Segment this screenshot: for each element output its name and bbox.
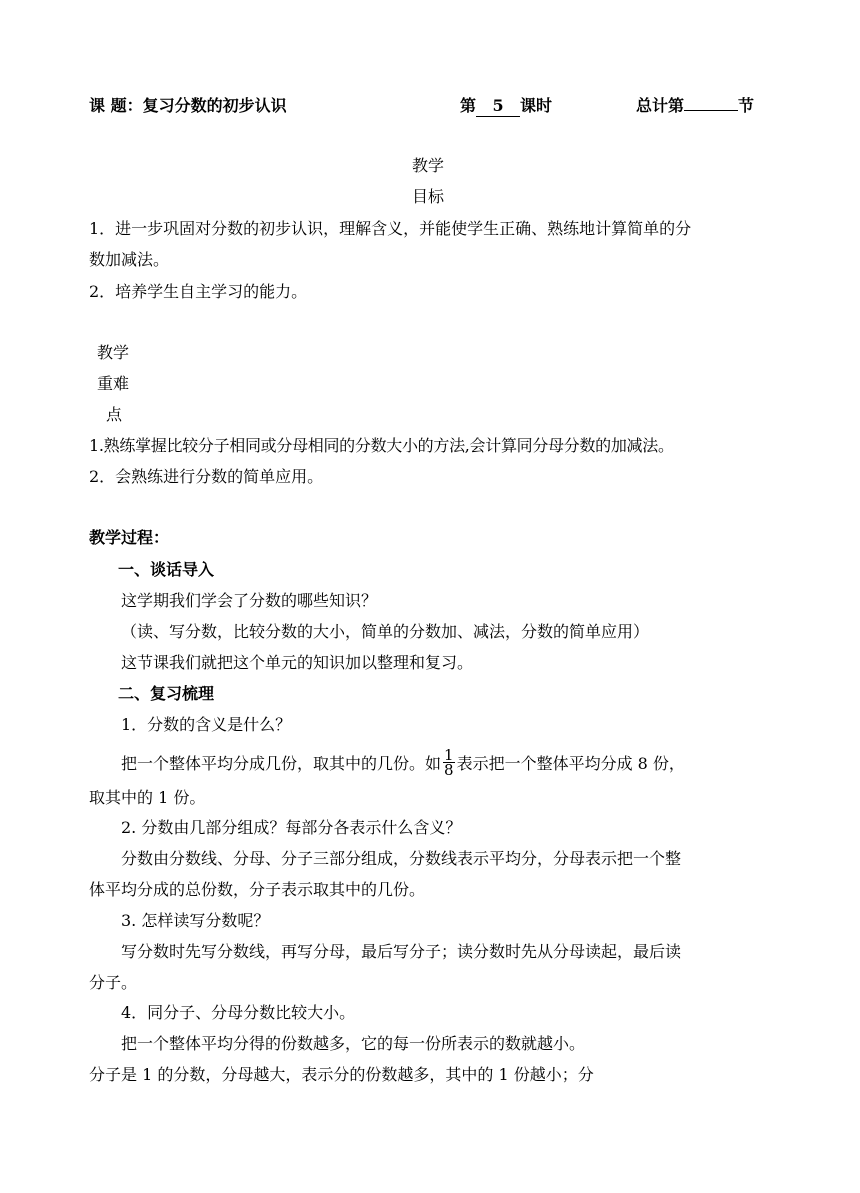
total-number-blank (684, 110, 738, 111)
section-2-title: 二、复习梳理 (118, 684, 215, 703)
objectives-heading-2: 目标 (412, 187, 445, 206)
objective-1-line-2: 数加减法。 (89, 250, 170, 269)
fraction-denominator: 8 (444, 761, 454, 779)
section-1-paragraph-2: （读、写分数，比较分数的大小，简单的分数加、减法，分数的简单应用） (121, 622, 650, 641)
answer-1-before-fraction: 把一个整体平均分成几份，取其中的几份。如 (121, 754, 442, 773)
section-1-paragraph-3: 这节课我们就把这个单元的知识加以整理和复习。 (121, 653, 474, 672)
question-4: 4．同分子、分母分数比较大小。 (121, 1003, 356, 1022)
total-prefix: 总计第 (636, 96, 685, 115)
lesson-suffix: 课时 (520, 96, 553, 115)
objectives-heading-1: 教学 (412, 156, 445, 175)
topic-title: 复习分数的初步认识 (142, 96, 287, 115)
answer-2-line-1: 分数由分数线、分母、分子三部分组成，分数线表示平均分，分母表示把一个整 (121, 849, 682, 868)
fraction-numerator: 1 (444, 746, 454, 764)
total-count-line (636, 96, 754, 116)
section-1-paragraph-1: 这学期我们学会了分数的哪些知识？ (121, 591, 378, 610)
topic-line (89, 96, 287, 116)
keypoints-heading-1: 教学 (97, 343, 130, 362)
section-1-title: 一、谈话导入 (118, 560, 215, 579)
objective-1-line-1: 1．进一步巩固对分数的初步认识，理解含义，并能使学生正确、熟练地计算简单的分 (89, 219, 692, 238)
keypoint-1: 1.熟练掌握比较分子相同或分母相同的分数大小的方法,会计算同分母分数的加减法。 (89, 436, 674, 455)
answer-3-line-2: 分子。 (89, 973, 138, 992)
answer-4-line-1: 把一个整体平均分得的份数越多，它的每一份所表示的数就越小。 (121, 1034, 586, 1053)
keypoints-heading-2: 重难 (97, 374, 130, 393)
process-heading: 教学过程： (89, 528, 170, 547)
keypoints-heading-3: 点 (106, 405, 123, 424)
question-1: 1．分数的含义是什么？ (121, 715, 292, 734)
topic-label: 课 题： (89, 96, 143, 115)
lesson-number-line (460, 96, 552, 117)
answer-1-line-2: 取其中的 1 份。 (89, 788, 206, 807)
question-3: 3. 怎样读写分数呢？ (121, 911, 270, 930)
question-2: 2. 分数由几部分组成？每部分各表示什么含义？ (121, 818, 462, 837)
lesson-number: 5 (476, 96, 520, 117)
answer-1-after-fraction: 表示把一个整体平均分成 8 份， (456, 754, 685, 773)
answer-2-line-2: 体平均分成的总份数，分子表示取其中的几份。 (89, 880, 426, 899)
answer-3-line-1: 写分数时先写分数线，再写分母，最后写分子；读分数时先从分母读起，最后读 (121, 942, 682, 961)
fraction-one-eighth (443, 748, 455, 777)
objective-2: 2．培养学生自主学习的能力。 (89, 282, 308, 301)
total-suffix: 节 (738, 96, 755, 115)
keypoint-2: 2．会熟练进行分数的简单应用。 (89, 467, 324, 486)
lesson-prefix: 第 (460, 96, 477, 115)
answer-1-line-1 (121, 746, 685, 779)
answer-4-line-2: 分子是 1 的分数，分母越大，表示分的份数越多，其中的 1 份越小；分 (89, 1065, 594, 1084)
